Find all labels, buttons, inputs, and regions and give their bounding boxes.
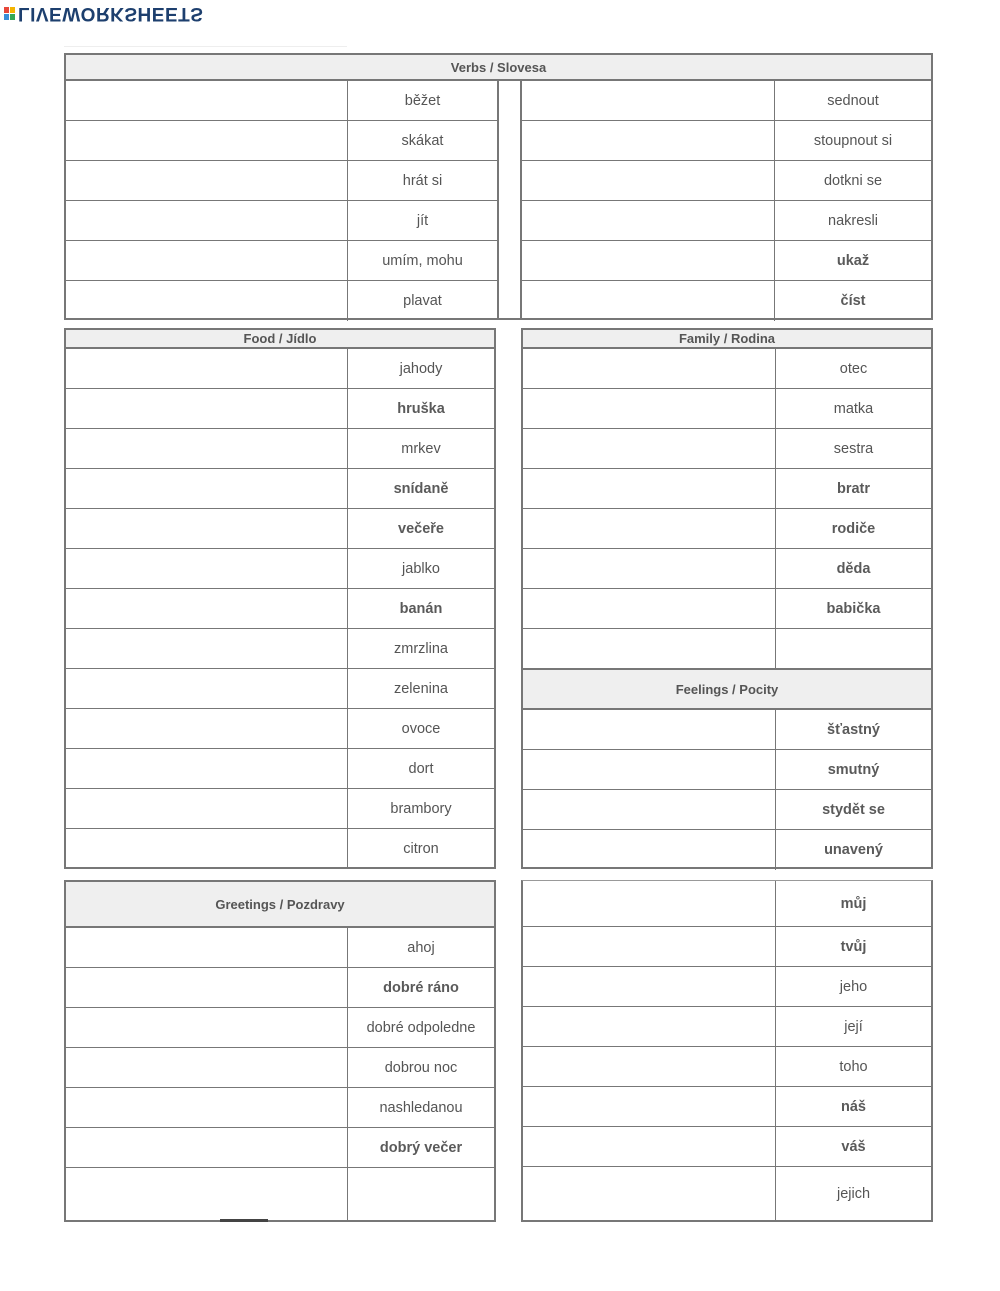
answer-cell[interactable]	[66, 549, 347, 588]
table-row	[523, 589, 931, 629]
feelings-rows	[523, 710, 931, 867]
answer-cell[interactable]	[523, 349, 775, 388]
word-cell: mrkev	[347, 429, 494, 468]
table-row	[522, 201, 931, 241]
food-rows	[66, 349, 494, 867]
table-row	[66, 749, 494, 789]
answer-cell[interactable]	[523, 927, 775, 966]
table-row	[66, 789, 494, 829]
logo-text: LIVEWORKSHEETS	[18, 2, 204, 24]
table-row	[523, 1127, 931, 1167]
answer-cell[interactable]	[66, 789, 347, 828]
word-cell	[775, 629, 931, 669]
word-cell: tvůj	[775, 927, 931, 966]
verbs-left-column	[66, 81, 497, 318]
word-cell: unavený	[775, 830, 931, 870]
word-cell: dobré ráno	[347, 968, 494, 1007]
word-cell: babička	[775, 589, 931, 628]
word-cell: ahoj	[347, 928, 494, 967]
word-cell: rodiče	[775, 509, 931, 548]
word-cell: matka	[775, 389, 931, 428]
word-cell: zelenina	[347, 669, 494, 708]
word-cell: skákat	[347, 121, 497, 160]
answer-cell[interactable]	[66, 709, 347, 748]
table-row	[523, 710, 931, 750]
answer-cell[interactable]	[66, 121, 347, 160]
feelings-title: Feelings / Pocity	[523, 668, 931, 710]
greetings-table	[64, 880, 496, 1222]
answer-cell[interactable]	[522, 81, 774, 120]
answer-cell[interactable]	[66, 241, 347, 280]
answer-cell[interactable]	[522, 161, 774, 200]
answer-cell[interactable]	[66, 1168, 347, 1222]
table-row	[66, 589, 494, 629]
table-row	[522, 241, 931, 281]
table-row	[66, 429, 494, 469]
word-cell: náš	[775, 1087, 931, 1126]
answer-cell[interactable]	[66, 389, 347, 428]
table-row	[66, 1008, 494, 1048]
answer-cell[interactable]	[523, 710, 775, 749]
answer-cell[interactable]	[66, 928, 347, 967]
table-row	[66, 349, 494, 389]
answer-cell[interactable]	[66, 1088, 347, 1127]
answer-cell[interactable]	[66, 201, 347, 240]
answer-cell[interactable]	[523, 429, 775, 468]
word-cell: umím, mohu	[347, 241, 497, 280]
table-row	[523, 750, 931, 790]
word-cell: stydět se	[775, 790, 931, 829]
word-cell: sednout	[774, 81, 931, 120]
word-cell: její	[775, 1007, 931, 1046]
table-row	[523, 429, 931, 469]
word-cell: dobrou noc	[347, 1048, 494, 1087]
possessives-rows	[523, 881, 931, 1220]
answer-cell[interactable]	[66, 81, 347, 120]
answer-cell[interactable]	[523, 790, 775, 829]
answer-cell[interactable]	[66, 669, 347, 708]
family-table	[521, 328, 933, 869]
word-cell: nashledanou	[347, 1088, 494, 1127]
table-row	[66, 1168, 494, 1222]
word-cell: sestra	[775, 429, 931, 468]
answer-cell[interactable]	[66, 281, 347, 321]
answer-cell[interactable]	[522, 241, 774, 280]
table-row	[66, 629, 494, 669]
table-row	[66, 1128, 494, 1168]
word-cell: citron	[347, 829, 494, 869]
word-cell: váš	[775, 1127, 931, 1166]
table-row	[523, 549, 931, 589]
answer-cell[interactable]	[523, 589, 775, 628]
answer-cell[interactable]	[523, 469, 775, 508]
answer-cell[interactable]	[523, 549, 775, 588]
answer-cell[interactable]	[523, 830, 775, 870]
table-row	[66, 1048, 494, 1088]
answer-cell[interactable]	[66, 161, 347, 200]
answer-cell[interactable]	[66, 429, 347, 468]
answer-cell[interactable]	[66, 749, 347, 788]
word-cell: otec	[775, 349, 931, 388]
word-cell: dobrý večer	[347, 1128, 494, 1167]
table-row	[523, 349, 931, 389]
table-row	[523, 881, 931, 927]
word-cell: číst	[774, 281, 931, 321]
answer-cell[interactable]	[523, 1007, 775, 1046]
word-cell: hrát si	[347, 161, 497, 200]
table-row	[66, 469, 494, 509]
table-row	[66, 81, 497, 121]
word-cell: banán	[347, 589, 494, 628]
logo-mark-icon	[4, 7, 15, 20]
word-cell: smutný	[775, 750, 931, 789]
answer-cell[interactable]	[66, 829, 347, 869]
answer-cell[interactable]	[523, 967, 775, 1006]
word-cell	[347, 1168, 494, 1222]
word-cell: děda	[775, 549, 931, 588]
table-row	[523, 927, 931, 967]
answer-cell[interactable]	[523, 750, 775, 789]
table-row	[66, 968, 494, 1008]
word-cell: nakresli	[774, 201, 931, 240]
table-row	[522, 81, 931, 121]
answer-cell[interactable]	[523, 881, 775, 926]
answer-cell[interactable]	[523, 629, 775, 669]
answer-cell[interactable]	[522, 201, 774, 240]
family-title: Family / Rodina	[523, 330, 931, 349]
word-cell: bratr	[775, 469, 931, 508]
table-row	[522, 161, 931, 201]
word-cell: snídaně	[347, 469, 494, 508]
verbs-title: Verbs / Slovesa	[66, 55, 931, 81]
answer-cell[interactable]	[66, 629, 347, 668]
answer-cell[interactable]	[66, 349, 347, 388]
greetings-rows	[66, 928, 494, 1220]
word-cell: večeře	[347, 509, 494, 548]
verbs-right-column	[522, 81, 931, 318]
word-cell: šťastný	[775, 710, 931, 749]
answer-cell[interactable]	[66, 1048, 347, 1087]
table-row	[523, 509, 931, 549]
greetings-title: Greetings / Pozdravy	[66, 882, 494, 928]
word-cell: dobré odpoledne	[347, 1008, 494, 1047]
answer-cell[interactable]	[66, 469, 347, 508]
word-cell: jablko	[347, 549, 494, 588]
answer-cell[interactable]	[66, 509, 347, 548]
answer-cell[interactable]	[523, 389, 775, 428]
word-cell: dort	[347, 749, 494, 788]
table-row	[66, 829, 494, 869]
word-cell: zmrzlina	[347, 629, 494, 668]
answer-cell[interactable]	[66, 1008, 347, 1047]
verbs-table	[64, 53, 933, 320]
food-table	[64, 328, 496, 869]
answer-cell[interactable]	[66, 1128, 347, 1167]
table-row	[66, 669, 494, 709]
table-row	[523, 1087, 931, 1127]
table-row	[523, 469, 931, 509]
table-row	[66, 201, 497, 241]
table-row	[523, 830, 931, 870]
answer-cell[interactable]	[523, 1047, 775, 1086]
table-row	[523, 1047, 931, 1087]
word-cell: hruška	[347, 389, 494, 428]
word-cell: toho	[775, 1047, 931, 1086]
answer-cell[interactable]	[523, 1087, 775, 1126]
table-row	[523, 1007, 931, 1047]
word-cell: jeho	[775, 967, 931, 1006]
table-row	[66, 928, 494, 968]
word-cell: brambory	[347, 789, 494, 828]
word-cell: ukaž	[774, 241, 931, 280]
table-row	[66, 241, 497, 281]
scan-mark	[220, 1219, 268, 1222]
word-cell: jahody	[347, 349, 494, 388]
possessives-table	[521, 880, 933, 1222]
verbs-gap	[497, 81, 522, 318]
table-row	[66, 161, 497, 201]
answer-cell[interactable]	[522, 121, 774, 160]
table-row	[523, 967, 931, 1007]
family-rows	[523, 349, 931, 669]
table-row	[66, 281, 497, 321]
answer-cell[interactable]	[523, 1167, 775, 1221]
table-row	[66, 709, 494, 749]
table-row	[523, 389, 931, 429]
word-cell: běžet	[347, 81, 497, 120]
liveworksheets-logo	[4, 2, 203, 24]
answer-cell[interactable]	[66, 968, 347, 1007]
word-cell: jít	[347, 201, 497, 240]
table-row	[523, 790, 931, 830]
word-cell: dotkni se	[774, 161, 931, 200]
table-row	[522, 121, 931, 161]
table-row	[66, 121, 497, 161]
table-row	[66, 389, 494, 429]
word-cell: ovoce	[347, 709, 494, 748]
word-cell: plavat	[347, 281, 497, 321]
answer-cell[interactable]	[523, 1127, 775, 1166]
table-row	[66, 509, 494, 549]
table-row	[66, 1088, 494, 1128]
answer-cell[interactable]	[522, 281, 774, 321]
answer-cell[interactable]	[66, 589, 347, 628]
word-cell: stoupnout si	[774, 121, 931, 160]
table-row	[523, 629, 931, 669]
word-cell: jejich	[775, 1167, 931, 1221]
table-row	[523, 1167, 931, 1221]
word-cell: můj	[775, 881, 931, 926]
divider	[64, 46, 347, 47]
answer-cell[interactable]	[523, 509, 775, 548]
food-title: Food / Jídlo	[66, 330, 494, 349]
table-row	[522, 281, 931, 321]
table-row	[66, 549, 494, 589]
